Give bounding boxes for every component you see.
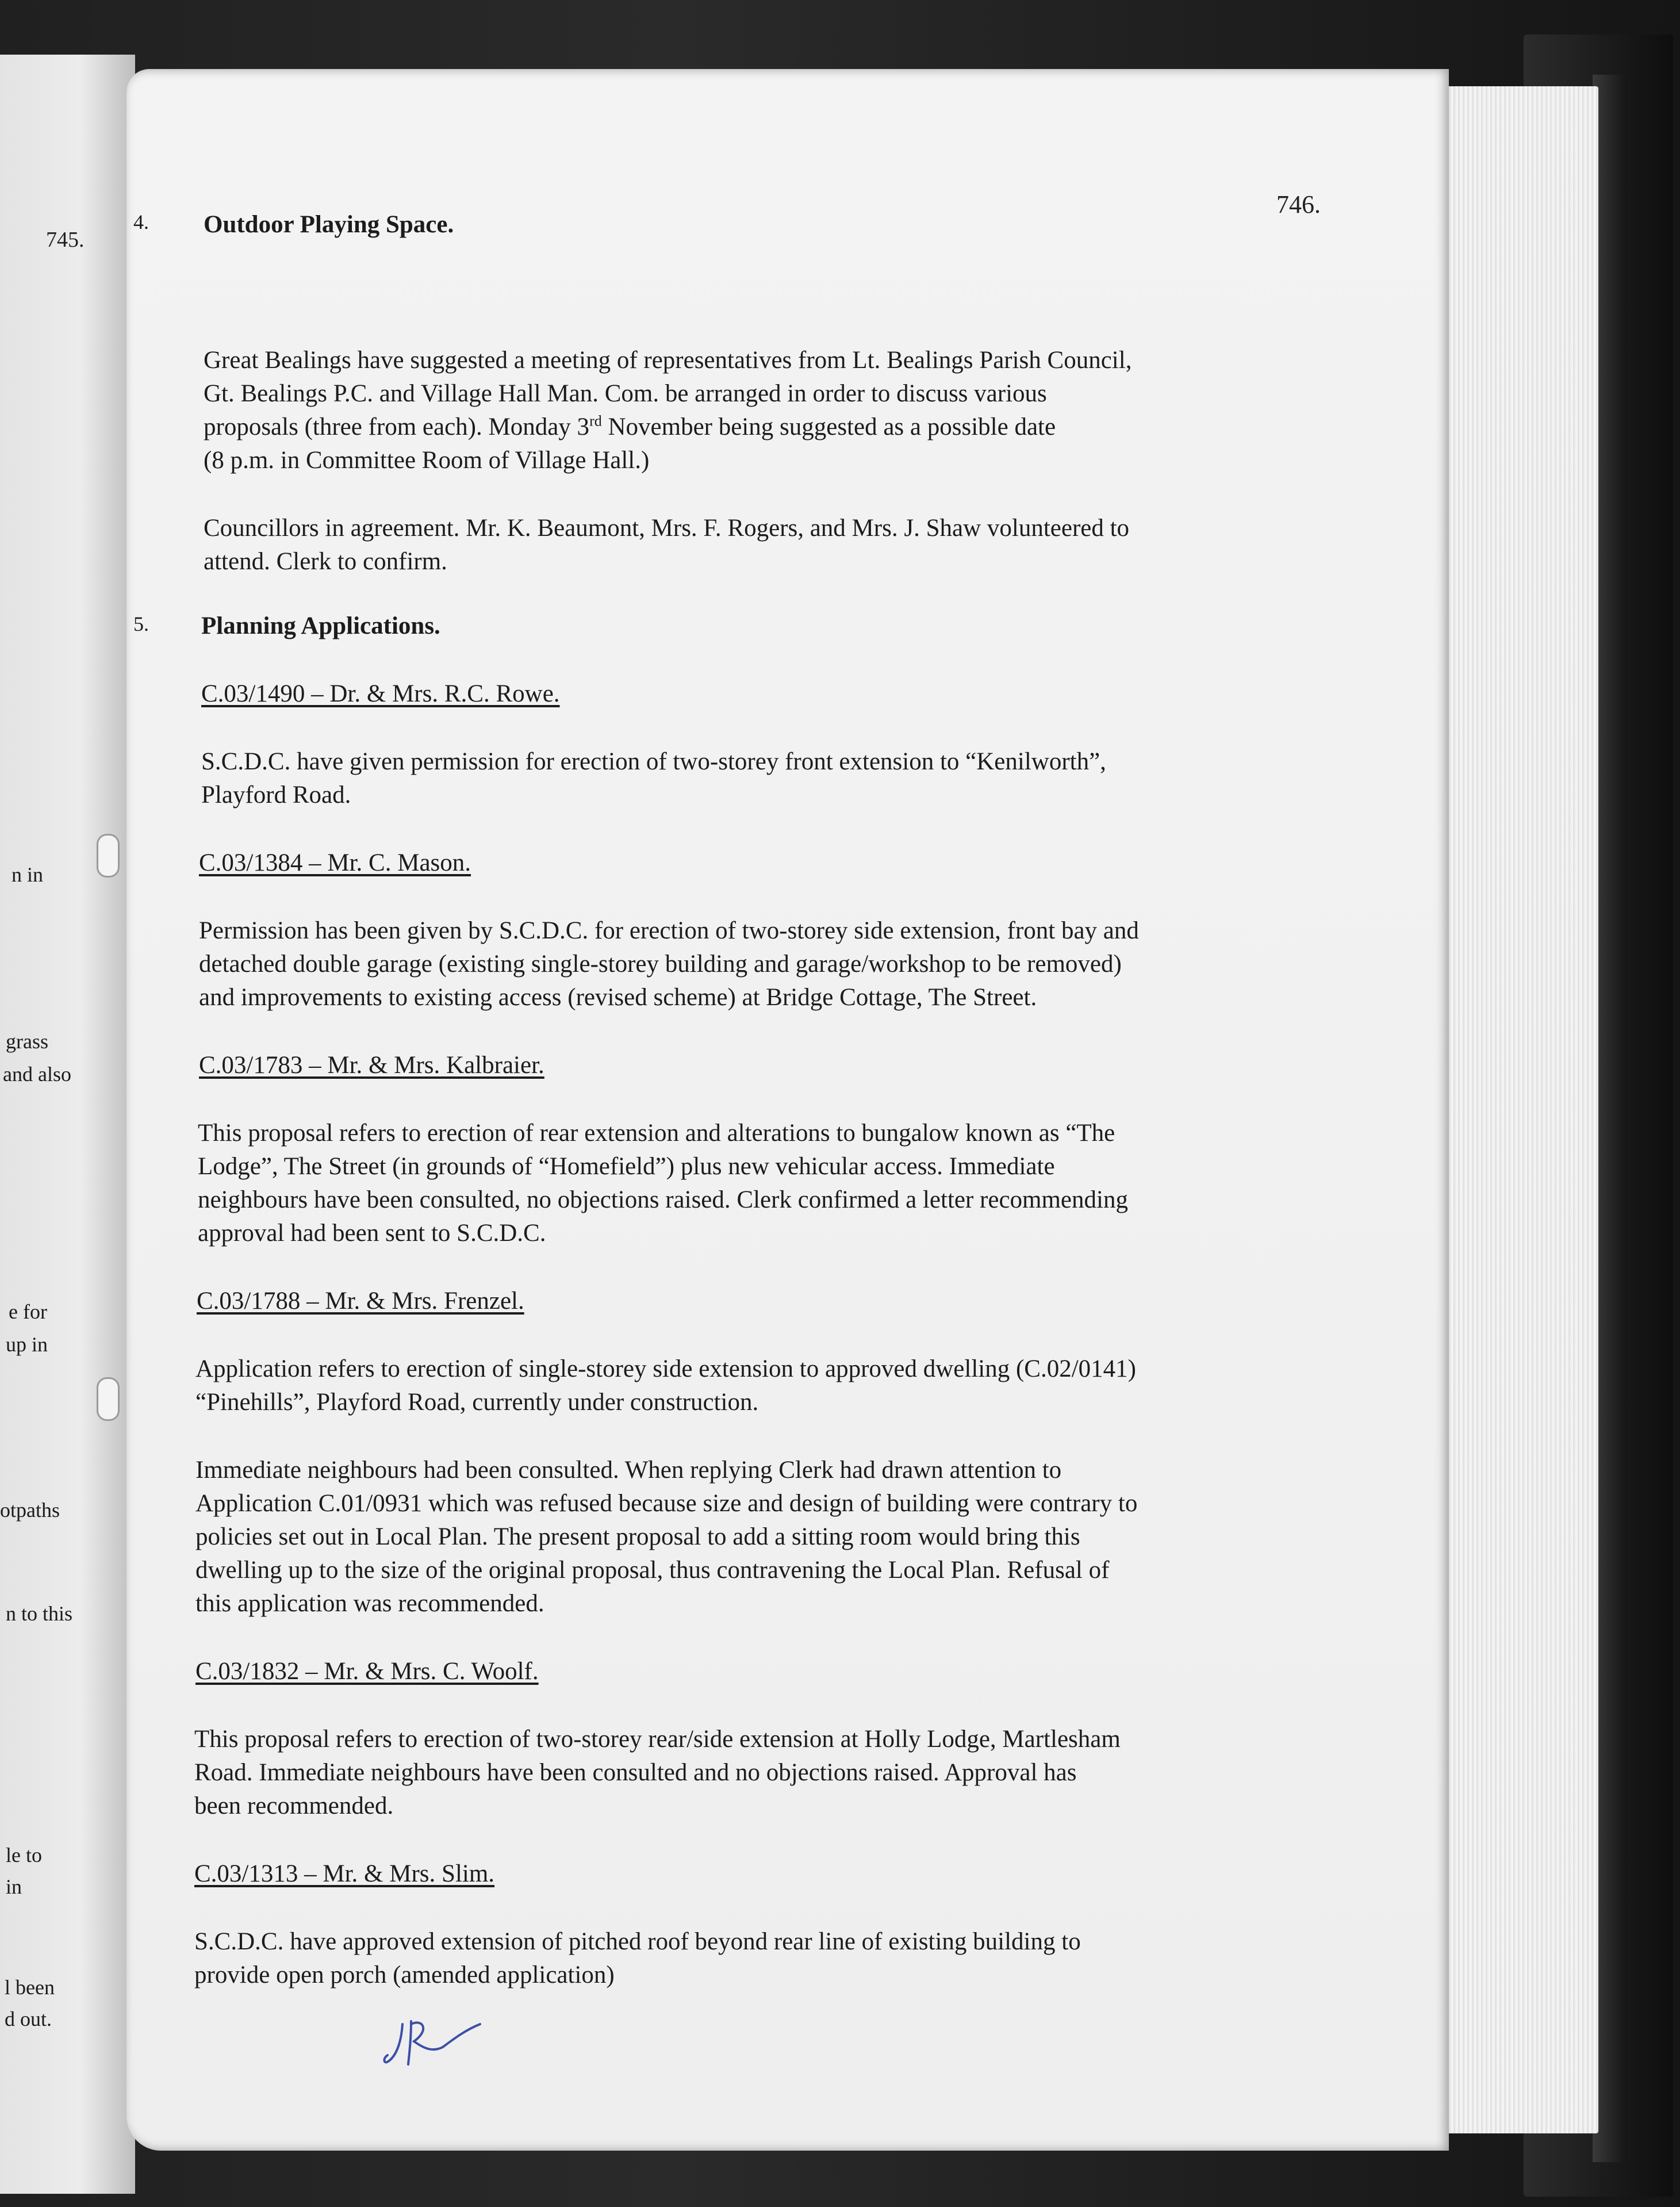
application-reference: C.03/1490 – Dr. & Mrs. R.C. Rowe. [201,680,560,707]
paragraph-line: S.C.D.C. have approved extension of pitched roof beyond rear line of existing building to [194,1928,1081,1955]
paragraph-line: This proposal refers to erection of rear extension and alterations to bungalow known as “The [198,1120,1115,1147]
application-reference: C.03/1788 – Mr. & Mrs. Frenzel. [197,1288,524,1315]
paragraph-line: Application C.01/0931 which was refused because size and design of building were contrary to [195,1490,1138,1517]
section-number: 4. [133,210,149,233]
section-heading: Planning Applications. [201,612,440,639]
paragraph-line: been recommended. [194,1792,394,1819]
paragraph-line: Permission has been given by S.C.D.C. for erection of two-storey side extension, front bay and [199,917,1139,944]
paragraph-line: provide open porch (amended application) [194,1961,615,1988]
left-page-number: 745. [46,228,85,252]
paragraph-line: and improvements to existing access (revised scheme) at Bridge Cottage, The Street. [199,984,1037,1011]
paragraph-line: Immediate neighbours had been consulted. When replying Clerk had drawn attention to [195,1457,1062,1484]
paragraph-line: This proposal refers to erection of two-storey rear/side extension at Holly Lodge, Martlesham [194,1726,1121,1753]
line-text: November being suggested as a possible date [601,413,1056,440]
paragraph-line: approval had been sent to S.C.D.C. [198,1220,546,1247]
paragraph-line: this application was recommended. [195,1590,544,1617]
application-reference: C.03/1832 – Mr. & Mrs. C. Woolf. [195,1658,539,1685]
paragraph-line: “Pinehills”, Playford Road, currently under construction. [195,1389,759,1416]
left-fragment: l been [5,1976,55,1999]
binder-ring [97,1377,120,1421]
left-fragment: up in [6,1333,48,1356]
paragraph-line: Road. Immediate neighbours have been consulted and no objections raised. Approval has [194,1759,1077,1786]
paragraph-line: detached double garage (existing single-storey building and garage/workshop to be removed) [199,951,1122,978]
line-text: proposals (three from each). Monday 3 [204,413,590,440]
paragraph-line: Councillors in agreement. Mr. K. Beaumont, Mrs. F. Rogers, and Mrs. J. Shaw volunteered to [204,515,1130,542]
paragraph-line: Lodge”, The Street (in grounds of “Homefield”) plus new vehicular access. Immediate [198,1153,1055,1180]
section-number: 5. [133,612,149,635]
paragraph-line: (8 p.m. in Committee Room of Village Hall.) [204,447,650,474]
left-fragment: in [6,1875,22,1898]
paragraph-line: policies set out in Local Plan. The present proposal to add a sitting room would bring this [195,1523,1080,1550]
left-page [0,55,135,2194]
left-fragment: le to [6,1844,42,1867]
paragraph-line: S.C.D.C. have given permission for erection of two-storey front extension to “Kenilworth”, [201,748,1106,775]
application-reference: C.03/1783 – Mr. & Mrs. Kalbraier. [199,1052,544,1079]
left-fragment: otpaths [0,1499,60,1522]
left-fragment: n to this [6,1602,73,1625]
left-fragment: n in [11,863,44,886]
ordinal-suffix: rd [589,412,602,430]
left-fragment: d out. [5,2007,52,2030]
section-heading: Outdoor Playing Space. [204,211,454,238]
paragraph-line: Gt. Bealings P.C. and Village Hall Man. Com. be arranged in order to discuss various [204,380,1047,407]
paragraph-line: attend. Clerk to confirm. [204,548,447,575]
paragraph-line [204,411,1056,444]
left-fragment: e for [9,1300,47,1323]
application-reference: C.03/1384 – Mr. C. Mason. [199,849,471,876]
page-number: 746. [1276,190,1321,219]
application-reference: C.03/1313 – Mr. & Mrs. Slim. [194,1860,495,1887]
binder-ring [97,834,120,878]
paragraph-line: Great Bealings have suggested a meeting of representatives from Lt. Bealings Parish Council, [204,347,1132,374]
paragraph-line: Playford Road. [201,781,351,809]
handwritten-initials [379,2007,494,2076]
paragraph-line: Application refers to erection of single-storey side extension to approved dwelling (C.02/0141) [195,1355,1136,1382]
document-page [126,69,1449,2151]
paragraph-line: dwelling up to the size of the original proposal, thus contravening the Local Plan. Refusal of [195,1557,1110,1584]
left-fragment: grass [6,1030,48,1053]
left-fragment: and also [3,1063,71,1086]
paragraph-line: neighbours have been consulted, no objections raised. Clerk confirmed a letter recommending [198,1186,1128,1213]
page-stack-edge [1437,86,1598,2133]
